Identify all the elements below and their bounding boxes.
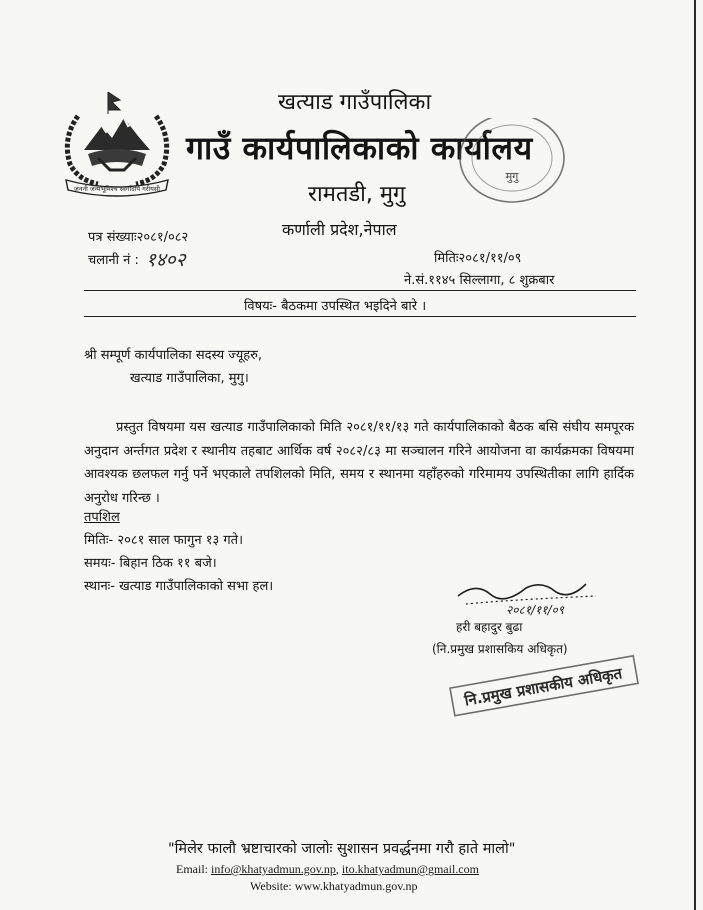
detail-place: स्थानः- खत्याड गाउँपालिकाको सभा हल। [84, 579, 274, 594]
signer-name: हरी बहादुर बुढा [456, 620, 523, 634]
date-nepal-sambat: ने.सं.११४५ सिल्लागा, ८ शुक्रबार [404, 273, 555, 288]
office-stamp-top [440, 118, 570, 210]
email-link-info[interactable]: info@khatyadmun.gov.np [211, 862, 336, 876]
divider-top [84, 290, 636, 291]
province-line: कर्णाली प्रदेश,नेपाल [282, 220, 397, 239]
stamp-top-text: मुगु [505, 170, 519, 183]
signature-date: २०८१/११/०९ [506, 603, 565, 617]
scan-edge-line [694, 0, 696, 910]
addressee-line-2: खत्याड गाउँपालिका, मुगु। [130, 371, 249, 386]
details-heading: तपशिल [84, 510, 120, 525]
date-bs: मितिः२०८१/११/०९ [434, 251, 522, 266]
subject-line: विषयः- बैठकमा उपस्थित भइदिने बारे । [244, 299, 427, 314]
addressee-line-1: श्री सम्पूर्ण कार्यपालिका सदस्य ज्यूहरु, [84, 348, 263, 363]
letter-number: पत्र संख्याः२०८१/०८२ [88, 230, 189, 245]
email-link-ito[interactable]: ito.khatyadmun@gmail.com [341, 862, 479, 876]
body-paragraph: प्रस्तुत विषयमा यस खत्याड गाउँपालिकाको मिति २०८१/११/१३ गते कार्यपालिकाको बैठक बसि संघीय समपूरक अनुदान अर्न्तगत प्रदेश र स्थानीय तहबाट आर्थिक वर्ष २०८२/८३ मा सञ्चालन गरिने आयोजना वा कार्यक्रमका विषयमा आवश्यक छलफल गर्नु पर्ने भएकाले तपशिलको मिति, समय र स्थानमा यहाँहरुको गरिमामय उपस्थितीका लागि हार्दिक अनुरोध गरिन्छ । [84, 420, 634, 506]
emblem-ribbon-text: जननी जन्मभूमिश्च स्वर्गादपि गरीयसी [74, 185, 160, 193]
handwritten-signature [446, 570, 616, 618]
dispatch-number-handwritten: १४०२ [146, 249, 186, 271]
dispatch-label: चलानी नं : [88, 253, 139, 268]
email-label: Email: [176, 862, 208, 876]
detail-time: समयः- बिहान ठिक ११ बजे। [84, 556, 217, 571]
footer-slogan: "मिलेर फालौ भ्रष्टाचारको जालोः सुशासन प्रवर्द्धनमा गरौ हाते मालो" [168, 841, 516, 857]
officer-stamp-text: नि.प्रमुख प्रशासकीय अधिकृत [463, 664, 624, 710]
email-separator: , [335, 862, 339, 876]
municipality-name: खत्याड गाउँपालिका [278, 90, 432, 115]
signer-title: (नि.प्रमुख प्रशासकिय अधिकृत) [432, 642, 568, 656]
footer-email-line [176, 862, 479, 877]
office-title: गाउँ कार्यपालिकाको कार्यालय [186, 129, 533, 167]
footer-website[interactable]: Website: www.khatyadmun.gov.np [250, 879, 418, 893]
officer-stamp [442, 620, 642, 720]
divider-bottom [84, 316, 636, 317]
detail-date: मितिः- २०८१ साल फागुन १३ गते। [84, 533, 244, 548]
coat-of-arms-emblem [58, 88, 176, 200]
office-location: रामतडी, मुगु [308, 182, 406, 207]
